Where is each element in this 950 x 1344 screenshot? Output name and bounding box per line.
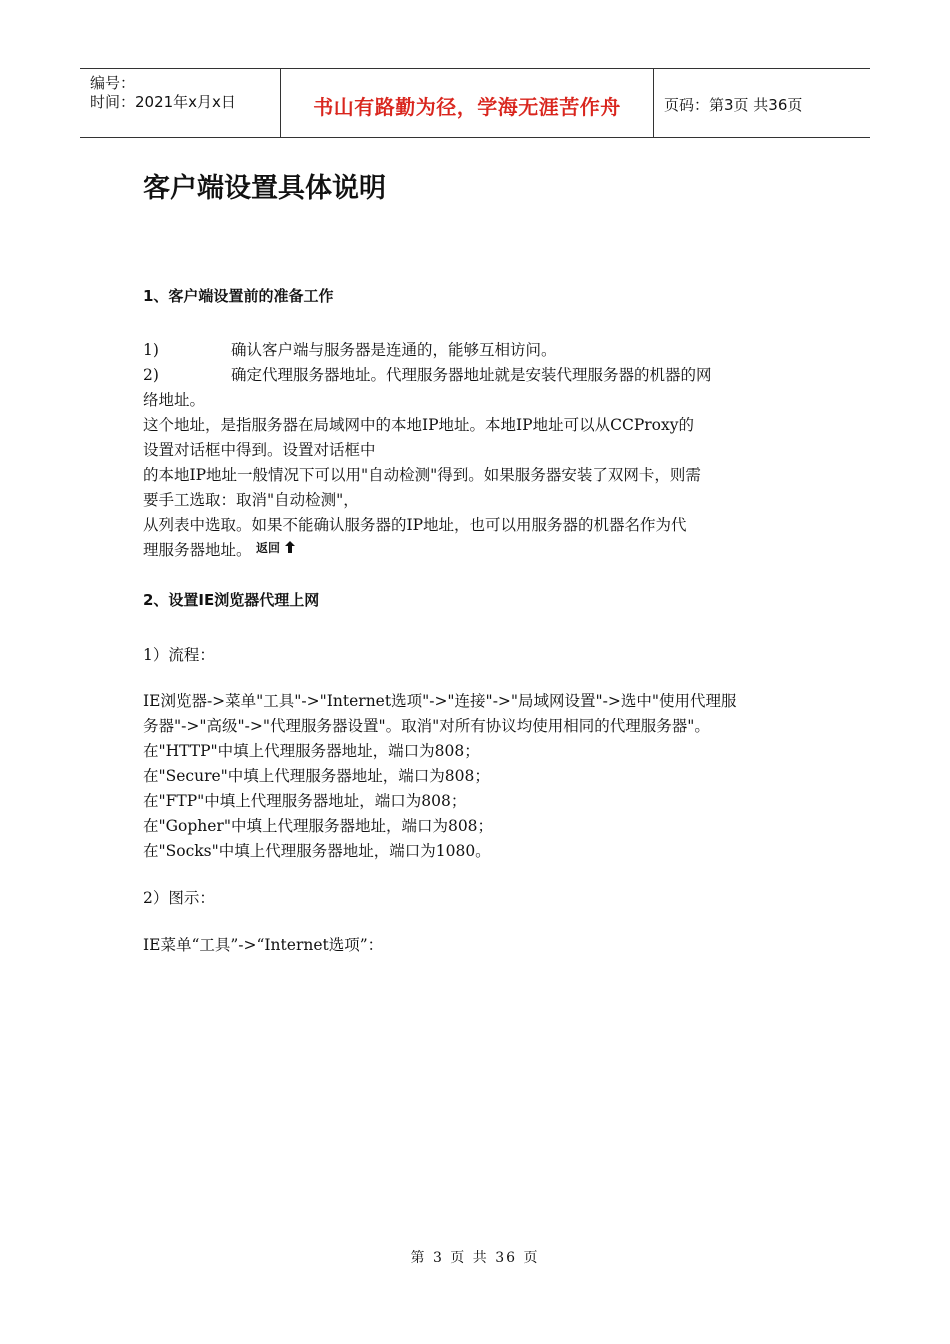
header-right-cell [654, 69, 870, 137]
document-title: 客户端设置具体说明 [143, 173, 386, 204]
list-item-2-text: 确定代理服务器地址。代理服务器地址就是安装代理服务器的机器的网 [231, 366, 712, 384]
figure-caption: IE菜单“工具”->“Internet选项”： [143, 936, 384, 954]
back-icon-text: 返回 [255, 541, 280, 555]
header-left-cell [80, 69, 281, 137]
flow-line: 在"Secure"中填上代理服务器地址，端口为808； [143, 767, 490, 785]
paragraph-line-with-back-link [143, 538, 296, 564]
paragraph-line: 设置对话框中得到。设置对话框中 [143, 441, 376, 459]
list-item-2-number: 2) [143, 366, 159, 384]
page-header [80, 68, 870, 138]
flow-line: 在"HTTP"中填上代理服务器地址，端口为808； [143, 742, 480, 760]
list-item-2 [143, 363, 712, 388]
header-middle-cell [281, 69, 654, 137]
flow-line: 在"FTP"中填上代理服务器地址，端口为808； [143, 792, 467, 810]
page-footer: 第 3 页 共 36 页 [410, 1250, 540, 1266]
paragraph-line: 这个地址，是指服务器在局域网中的本地IP地址。本地IP地址可以从CCProxy的 [143, 416, 694, 434]
section-1-heading: 1、客户端设置前的准备工作 [143, 287, 334, 305]
flow-line: IE浏览器->菜单"工具"->"Internet选项"->"连接"->"局域网设置"->选中"使用代理服 [143, 692, 737, 710]
document-date-label: 时间：2021年x月x日 [90, 93, 236, 111]
figure-label: 2）图示： [143, 889, 215, 907]
flow-line: 务器"->"高级"->"代理服务器设置"。取消"对所有协议均使用相同的代理服务器"。 [143, 717, 710, 735]
back-to-top-link[interactable] [256, 539, 296, 564]
back-arrow-icon [256, 540, 296, 556]
paragraph-line: 要手工选取：取消"自动检测"， [143, 491, 359, 509]
header-motto: 书山有路勤为径，学海无涯苦作舟 [313, 95, 621, 119]
paragraph-line: 从列表中选取。如果不能确认服务器的IP地址，也可以用服务器的机器名作为代 [143, 516, 687, 534]
flow-line: 在"Socks"中填上代理服务器地址，端口为1080。 [143, 842, 491, 860]
paragraph-line: 的本地IP地址一般情况下可以用"自动检测"得到。如果服务器安装了双网卡，则需 [143, 466, 701, 484]
document-number-label: 编号： [90, 74, 136, 92]
flow-line: 在"Gopher"中填上代理服务器地址，端口为808； [143, 817, 494, 835]
header-page-info: 页码：第3页 共36页 [664, 96, 803, 114]
list-item-1 [143, 338, 557, 363]
section-2-heading: 2、设置IE浏览器代理上网 [143, 591, 320, 609]
list-item-1-number: 1) [143, 341, 159, 359]
list-item-1-text: 确认客户端与服务器是连通的，能够互相访问。 [231, 341, 557, 359]
paragraph-line: 络地址。 [143, 391, 206, 409]
paragraph-line: 理服务器地址。 [143, 541, 252, 559]
flow-label: 1）流程： [143, 646, 215, 664]
